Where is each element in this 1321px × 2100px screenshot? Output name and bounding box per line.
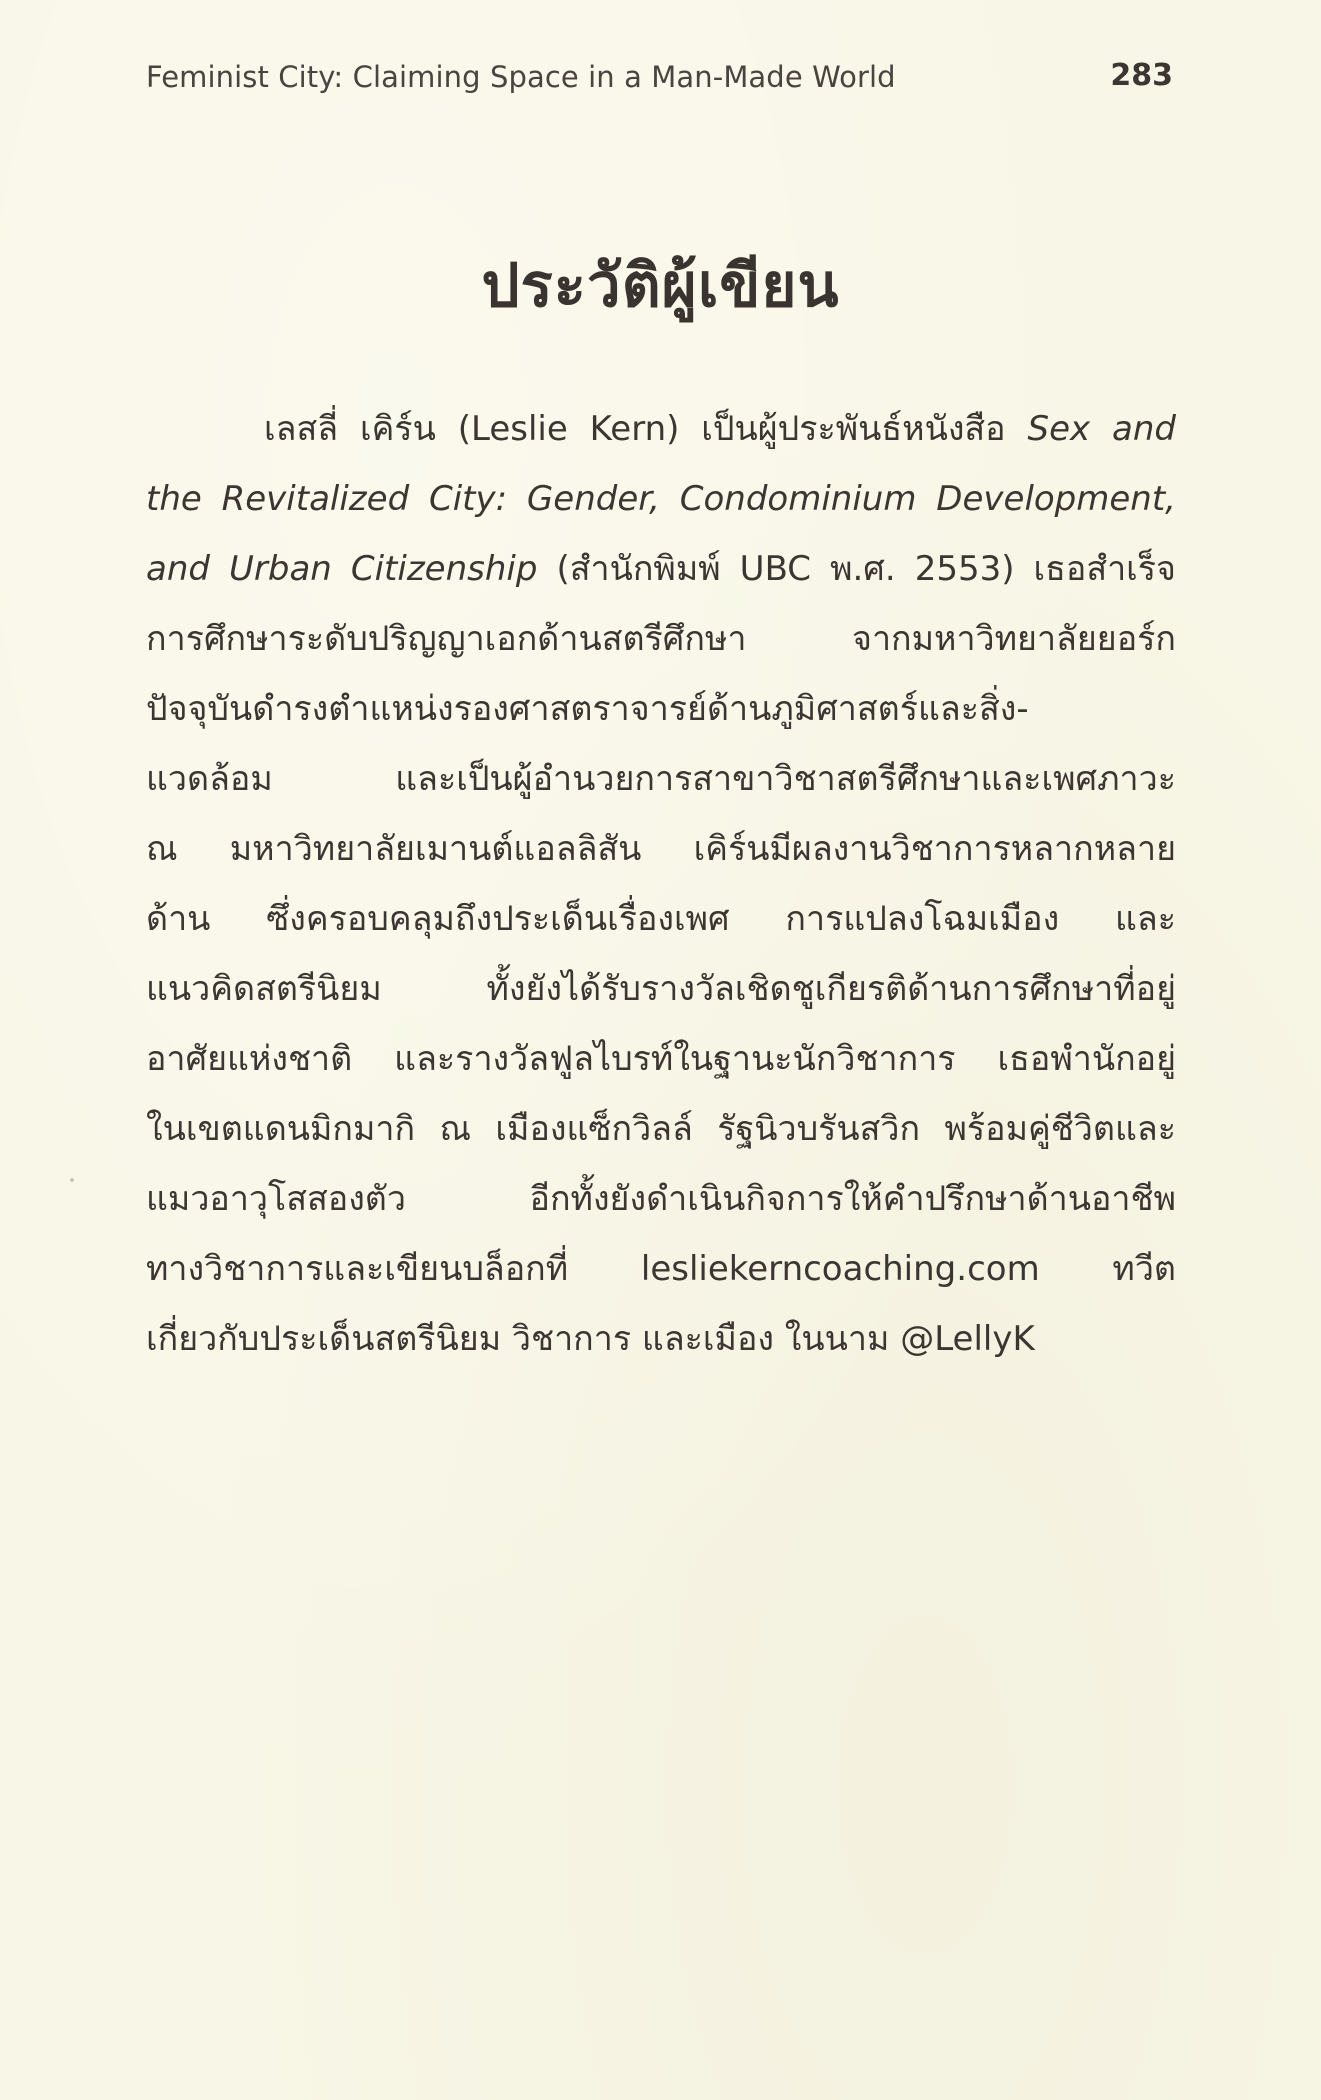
- bio-line-8: ด้าน ซึ่งครอบคลุมถึงประเด็นเรื่องเพศ การแปลงโฉมเมือง และ: [146, 899, 1176, 939]
- bio-line-10: อาศัยแห่งชาติ และรางวัลฟูลไบรท์ในฐานะนักวิชาการ เธอพำนักอยู่: [146, 1039, 1176, 1079]
- bio-line-7: ณ มหาวิทยาลัยเมานต์แอลลิสัน เคิร์นมีผลงานวิชาการหลากหลาย: [146, 829, 1176, 869]
- page-number: 283: [1110, 58, 1173, 93]
- bio-line-3: [146, 534, 1176, 604]
- bio-line-5: ปัจจุบันดำรงตำแหน่งรองศาสตราจารย์ด้านภูมิศาสตร์และสิ่ง-: [146, 689, 1029, 729]
- bio-line-11: ในเขตแดนมิกมากิ ณ เมืองแซ็กวิลล์ รัฐนิวบรันสวิก พร้อมคู่ชีวิตและ: [146, 1109, 1176, 1149]
- paper-speck: [70, 1178, 74, 1182]
- section-heading: ประวัติผู้เขียน: [481, 251, 840, 321]
- bio-line-1: [146, 394, 1176, 464]
- bio-line-6: แวดล้อม และเป็นผู้อำนวยการสาขาวิชาสตรีศึกษาและเพศภาวะ: [146, 759, 1176, 799]
- bio-line-13: ทางวิชาการและเขียนบล็อกที่ lesliekerncoaching.com ทวีต: [146, 1249, 1176, 1289]
- author-biography: [146, 394, 1176, 1374]
- bio-line-14: เกี่ยวกับประเด็นสตรีนิยม วิชาการ และเมือง ในนาม @LellyK: [146, 1319, 1035, 1359]
- book-title-part-1: Sex and: [1027, 409, 1176, 449]
- bio-line-2: the Revitalized City: Gender, Condominium Development,: [146, 479, 1176, 519]
- bio-line-9: แนวคิดสตรีนิยม ทั้งยังได้รับรางวัลเชิดชูเกียรติด้านการศึกษาที่อยู่: [146, 969, 1176, 1009]
- bio-line-4: การศึกษาระดับปริญญาเอกด้านสตรีศึกษา จากมหาวิทยาลัยยอร์ก: [146, 619, 1176, 659]
- book-title-part-3: and Urban Citizenship: [146, 549, 538, 589]
- bio-line-1-text: เลสลี่ เคิร์น (Leslie Kern) เป็นผู้ประพันธ์หนังสือ: [264, 409, 1028, 449]
- bio-line-3-text: (สำนักพิมพ์ UBC พ.ศ. 2553) เธอสำเร็จ: [537, 549, 1176, 589]
- bio-line-12: แมวอาวุโสสองตัว อีกทั้งยังดำเนินกิจการให้คำปรึกษาด้านอาชีพ: [146, 1179, 1176, 1219]
- running-title: Feminist City: Claiming Space in a Man-Made World: [146, 60, 896, 94]
